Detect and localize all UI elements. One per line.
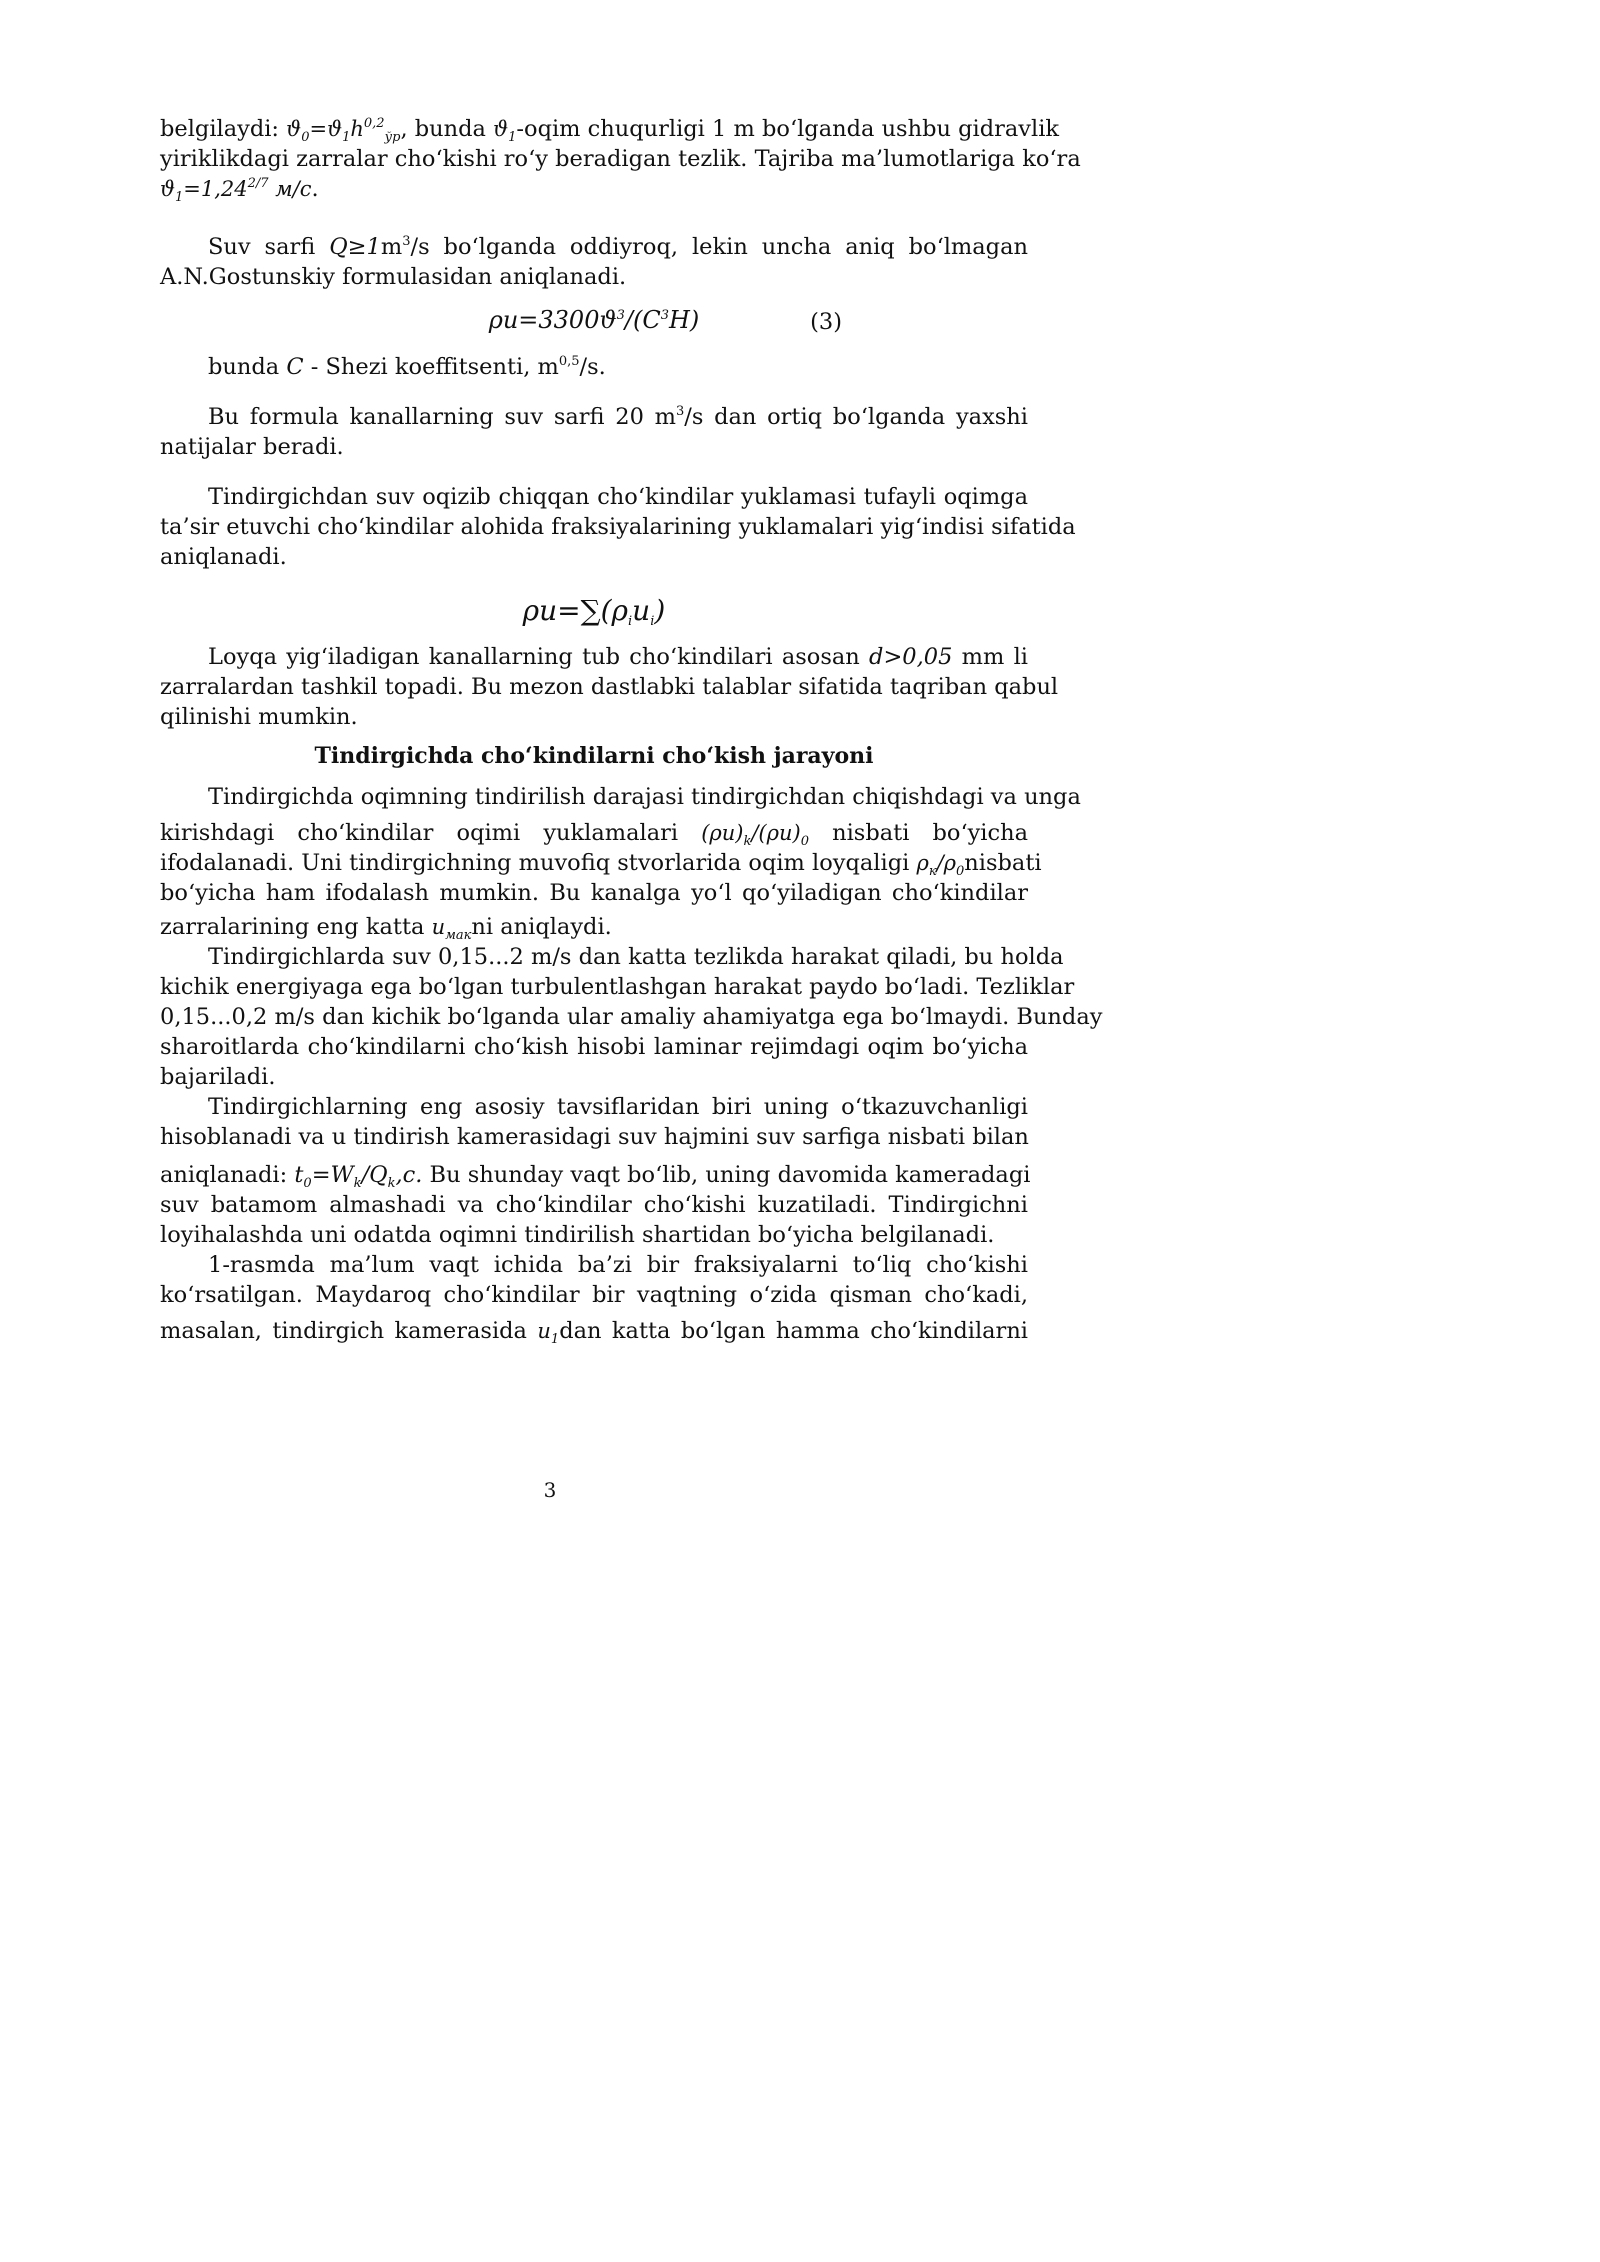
text-line: A.N.Gostunskiy formulasidan aniqlanadi. xyxy=(160,264,627,290)
text-line: zarralardan tashkil topadi. Bu mezon dastlabki talablar sifatida taqriban qabul xyxy=(160,674,1059,700)
page-number: 3 xyxy=(543,1478,557,1502)
text-line: hisoblanadi va u tindirish kamerasidagi suv hajmini suv sarfiga nisbati bilan xyxy=(160,1124,1029,1150)
text-line: kirishdagi cho‘kindilar oqimi yuklamalari $(\rho u)_k/(\rho u)_0$ nisbati bo‘yicha xyxy=(160,820,1029,849)
text-line: sharoitlarda cho‘kindilarni cho‘kish hisobi laminar rejimdagi oqim bo‘yicha xyxy=(160,1034,1028,1060)
text-line: bo‘yicha ham ifodalash mumkin. Bu kanalga yo‘l qo‘yiladigan cho‘kindilar xyxy=(160,880,1028,906)
text-line: Bu formula kanallarning suv sarfi 20 $m^3/s$ dan ortiq bo‘lganda yaxshi xyxy=(208,404,1028,430)
formula-theta0: $ϑ_0=ϑ_1h^{0,2}_{ўр}$ xyxy=(286,116,401,145)
text-line: Tindirgichdan suv oqizib chiqqan cho‘kindilar yuklamasi tufayli oqimga xyxy=(208,484,1028,510)
text-run: , bunda xyxy=(400,116,494,142)
text-line: loyihalashda uni odatda oqimni tindirilish shartidan bo‘yicha belgilanadi. xyxy=(160,1222,995,1248)
text-line: ifodalanadi. Uni tindirgichning muvofiq stvorlarida oqim loyqaligi $\rho_к/\rho_0nisbati$ xyxy=(160,850,1042,879)
text-line: Tindirgichlarning eng asosiy tavsiflaridan biri uning o‘tkazuvchanligi xyxy=(208,1094,1028,1120)
equation-sum: $\rho u=\sum(\rho_iu_i)$ xyxy=(522,594,666,629)
formula-umax: $u_{мак}$ xyxy=(431,915,472,943)
text-run: -oqim chuqurligi 1 m bo‘lganda ushbu gidravlik xyxy=(516,116,1060,142)
text-run: belgilaydi: xyxy=(160,116,287,142)
formula-Q: Q≥1 xyxy=(329,234,381,260)
section-heading: Tindirgichda cho‘kindilarni cho‘kish jarayoni xyxy=(314,743,874,769)
text-line: Tindirgichda oqimning tindirilish darajasi tindirgichdan chiqishdagi va unga xyxy=(208,784,1081,810)
formula-rho-ratio: $\rho_к/\rho_0$ xyxy=(916,851,965,879)
formula-ratio: $(\rho u)_k/(\rho u)_0$ xyxy=(701,821,809,849)
text-line xyxy=(160,114,1060,145)
document-page xyxy=(160,108,1103,1347)
text-line: natijalar beradi. xyxy=(160,434,344,460)
text-line: zarralarining eng katta $u_{мак}ni$ aniqlaydi. xyxy=(160,914,612,943)
text-line: qilinishi mumkin. xyxy=(160,704,358,730)
text-line: aniqlanadi. xyxy=(160,544,287,570)
formula-t0: $t_0=W_k/Q_k,c$. xyxy=(294,1162,423,1191)
text-line: ko‘rsatilgan. Maydaroq cho‘kindilar bir vaqtning o‘zida qisman cho‘kadi, xyxy=(160,1282,1028,1308)
text-line: 1-rasmda ma’lum vaqt ichida ba’zi bir fraksiyalarni to‘liq cho‘kishi xyxy=(208,1252,1028,1278)
text-line: bajariladi. xyxy=(160,1064,276,1090)
text-line: ta’sir etuvchi cho‘kindilar alohida fraksiyalarining yuklamalari yig‘indisi sifatida xyxy=(160,514,1076,540)
text-line: 0,15...0,2 m/s dan kichik bo‘lganda ular amaliy ahamiyatga ega bo‘lmaydi. Bunday xyxy=(160,1004,1103,1030)
formula-theta1-value: $ϑ_1=1,24^{2/7}$ м/с xyxy=(160,176,312,205)
text-line: Tindirgichlarda suv 0,15...2 m/s dan katta tezlikda harakat qiladi, bu holda xyxy=(208,944,1064,970)
text-line: masalan, tindirgich kamerasida $u_1dan$ katta bo‘lgan hamma cho‘kindilarni xyxy=(160,1318,1029,1347)
formula-u1: $u_1$ xyxy=(537,1319,560,1347)
text-line: bunda C - Shezi koeffitsenti, $m^{0,5}/s$. xyxy=(208,354,606,380)
text-line: aniqlanadi: $t_0=W_k/Q_k,c$. Bu shunday vaqt bo‘lib, uning davomida kameradagi xyxy=(160,1162,1031,1191)
equation-3: $\rho u=3300ϑ^3/(C^3H)$ (3) xyxy=(160,300,1028,340)
text-line: $ϑ_1=1,24^{2/7}$ м/с. xyxy=(160,176,319,205)
text-line: Loyqa yig‘iladigan kanallarning tub cho‘kindilari asosan d>0,05 mm li xyxy=(208,644,1028,670)
equation-number: (3) xyxy=(810,309,842,335)
formula-theta1: $ϑ_1$ xyxy=(493,117,517,145)
text-line: suv batamom almashadi va cho‘kindilar cho‘kishi kuzatiladi. Tindirgichni xyxy=(160,1192,1028,1218)
text-line: yiriklikdagi zarralar cho‘kishi ro‘y beradigan tezlik. Tajriba ma’lumotlariga ko‘ra xyxy=(160,146,1081,172)
text-line: Suv sarfi $Q\ge 1m^3/s$ bo‘lganda oddiyroq, lekin uncha aniq bo‘lmagan xyxy=(208,234,1028,260)
text-line: kichik energiyaga ega bo‘lgan turbulentlashgan harakat paydo bo‘ladi. Tezliklar xyxy=(160,974,1075,1000)
